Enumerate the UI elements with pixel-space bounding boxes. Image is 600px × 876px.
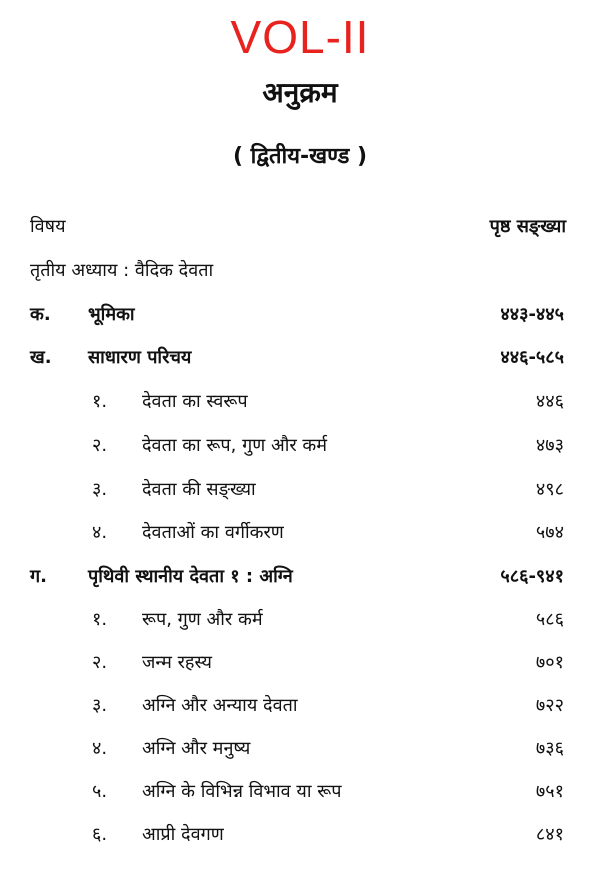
entry-marker: ख. <box>30 347 52 368</box>
entry-marker: ३. <box>92 695 108 716</box>
entry-label: रूप, गुण और कर्म <box>142 609 263 630</box>
entry-page: ७५१ <box>535 781 564 802</box>
toc-subentry <box>0 777 600 807</box>
entry-marker: ३. <box>92 479 108 500</box>
entry-marker: १. <box>92 609 108 630</box>
entry-label: भूमिका <box>88 304 135 325</box>
entry-label: अग्नि और मनुष्य <box>142 738 251 759</box>
entry-label: देवता का स्वरूप <box>142 391 248 412</box>
entry-label: आप्री देवगण <box>142 824 224 845</box>
entry-label: साधारण परिचय <box>88 347 192 368</box>
entry-marker: ६. <box>92 824 108 845</box>
entry-label: अग्नि और अन्याय देवता <box>142 695 298 716</box>
volume-label: VOL-II <box>230 11 370 63</box>
entry-page: ५७४ <box>535 522 564 543</box>
toc-subentry <box>0 431 600 461</box>
toc-entry <box>0 562 600 592</box>
toc-subentry <box>0 387 600 417</box>
chapter-heading: तृतीय अध्याय : वैदिक देवता <box>30 260 214 281</box>
entry-page: ५८६-९४१ <box>500 566 564 587</box>
entry-page: ७३६ <box>535 738 564 759</box>
toc-subentry <box>0 518 600 548</box>
entry-marker: ४. <box>92 738 108 759</box>
entry-marker: क. <box>30 304 51 325</box>
entry-page: ४४६-५८५ <box>500 347 564 368</box>
entry-marker: २. <box>92 652 108 673</box>
entry-page: ४४३-४४५ <box>500 304 564 325</box>
entry-marker: ग. <box>30 566 47 587</box>
entry-page: ४४६ <box>535 391 564 412</box>
toc-subentry <box>0 475 600 505</box>
entry-marker: ५. <box>92 781 108 802</box>
entry-label: पृथिवी स्थानीय देवता १ : अग्नि <box>88 566 293 587</box>
entry-page: ४९८ <box>535 479 564 500</box>
toc-subentry <box>0 734 600 764</box>
entry-label: देवता का रूप, गुण और कर्म <box>142 435 328 456</box>
page-title: अनुक्रम <box>262 76 338 109</box>
entry-page: ७२२ <box>535 695 564 716</box>
entry-label: देवता की सङ्ख्या <box>142 479 256 500</box>
toc-subentry <box>0 648 600 678</box>
toc-subentry <box>0 691 600 721</box>
toc-subentry <box>0 820 600 850</box>
entry-page: ८४१ <box>535 824 564 845</box>
entry-page: ७०१ <box>535 652 564 673</box>
entry-marker: २. <box>92 435 108 456</box>
entry-label: जन्म रहस्य <box>142 652 212 673</box>
entry-marker: ४. <box>92 522 108 543</box>
entry-marker: १. <box>92 391 108 412</box>
entry-page: ४७३ <box>535 435 564 456</box>
entry-label: देवताओं का वर्गीकरण <box>142 522 284 543</box>
toc-entry <box>0 300 600 330</box>
column-header-page-number: पृष्ठ सङ्ख्या <box>489 216 566 237</box>
entry-page: ५८६ <box>535 609 564 630</box>
toc-subentry <box>0 605 600 635</box>
toc-entry <box>0 343 600 373</box>
page-subtitle: ( द्वितीय-खण्ड ) <box>232 144 368 169</box>
entry-label: अग्नि के विभिन्न विभाव या रूप <box>142 781 342 802</box>
column-header-subject: विषय <box>30 216 66 237</box>
